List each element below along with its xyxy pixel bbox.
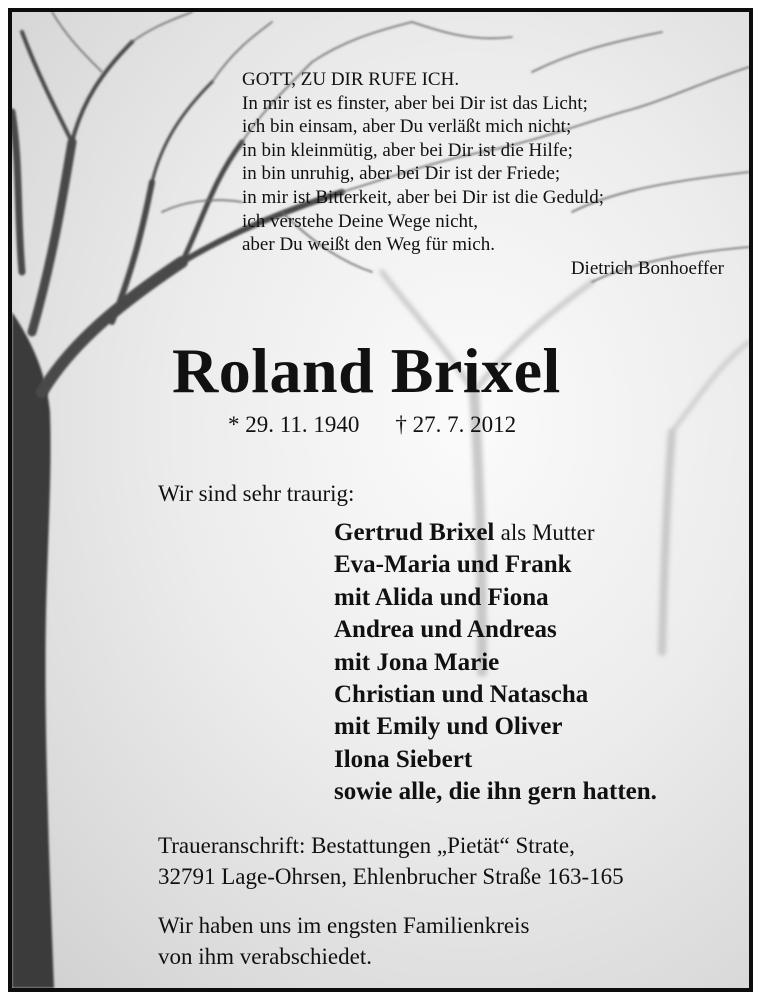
mourner-line: Christian und Natascha [334, 681, 589, 709]
mourner-line: mit Emily und Oliver [334, 713, 563, 741]
poem-line: ich bin einsam, aber Du verläßt mich nicht; [242, 116, 572, 138]
poem-line: aber Du weißt den Weg für mich. [242, 234, 495, 256]
mourning-intro: Wir sind sehr traurig: [158, 481, 355, 506]
poem-line: ich verstehe Deine Wege nicht, [242, 210, 479, 232]
farewell-line: Wir haben uns im engsten Familienkreis [158, 913, 530, 938]
poem-author: Dietrich Bonhoeffer [570, 257, 724, 279]
mourning-address [158, 830, 624, 892]
poem-block [242, 68, 742, 280]
poem-line: GOTT, ZU DIR RUFE ICH. [242, 69, 460, 90]
farewell-note [158, 910, 529, 972]
life-dates [228, 412, 516, 438]
mourner-line: sowie alle, die ihn gern hatten. [334, 778, 657, 806]
farewell-line: von ihm verabschiedet. [158, 944, 372, 969]
poem-line: in bin kleinmütig, aber bei Dir ist die Hilfe; [242, 139, 573, 161]
poem-line: in bin unruhig, aber bei Dir ist der Friede; [242, 163, 561, 185]
mourner-line [334, 517, 657, 549]
mourner-name: Gertrud Brixel [334, 519, 495, 546]
deceased-name: Roland Brixel [172, 335, 561, 406]
mourner-line: Andrea und Andreas [334, 616, 557, 644]
death-date: † 27. 7. 2012 [395, 412, 517, 437]
poem-line: In mir ist es finster, aber bei Dir ist das Licht; [242, 92, 588, 114]
address-line: Traueranschrift: Bestattungen „Pietät“ Strate, [158, 833, 575, 858]
obituary-frame [8, 8, 753, 992]
mourner-line: mit Alida und Fiona [334, 583, 549, 611]
address-line: 32791 Lage-Ohrsen, Ehlenbrucher Straße 163-165 [158, 864, 624, 889]
poem-line: in mir ist Bitterkeit, aber bei Dir ist die Geduld; [242, 186, 604, 208]
mourner-role: als Mutter [500, 520, 595, 545]
mourner-line: mit Jona Marie [334, 648, 500, 676]
mourners-list [334, 517, 657, 809]
birth-date: * 29. 11. 1940 [228, 412, 360, 437]
mourner-line: Ilona Siebert [334, 745, 473, 773]
mourner-line: Eva-Maria und Frank [334, 551, 572, 579]
